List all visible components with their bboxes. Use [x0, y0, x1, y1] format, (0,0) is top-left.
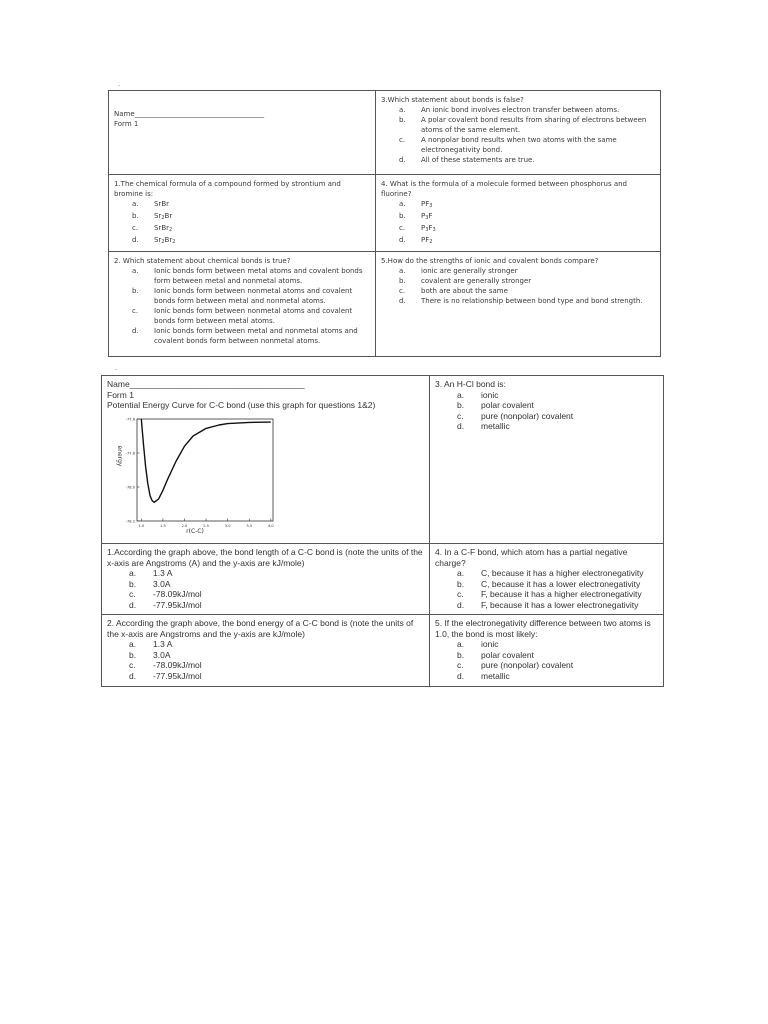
option[interactable]: d. Ionic bonds form between metal and nonmetal atoms and covalent bonds form between nonmetal atoms. [132, 327, 358, 345]
stray-mark: . [115, 365, 117, 372]
quiz-table-form-a [108, 90, 661, 357]
option[interactable]: a. ionic are generally stronger [399, 267, 518, 275]
question-prompt: 4. In a C-F bond, which atom has a partial negative charge? [435, 547, 628, 568]
question-2 [109, 252, 376, 357]
option[interactable]: a. ionic [457, 389, 499, 400]
question-prompt: 3.Which statement about bonds is false? [381, 96, 524, 104]
option[interactable]: b. 3.0A [129, 649, 171, 660]
option[interactable]: d. All of these statements are true. [399, 156, 535, 164]
option[interactable]: b. A polar covalent bond results from sharing of electrons between atoms of the same element. [399, 116, 647, 134]
option-list [435, 568, 658, 610]
x-tick-label: 1.0 [138, 523, 145, 528]
question-prompt: 4. What is the formula of a molecule formed between phosphorus and fluorine? [381, 180, 627, 198]
form-label: Form 1 [107, 389, 134, 400]
option[interactable]: c. pure (nonpolar) covalent [457, 660, 574, 670]
option[interactable]: a. C, because it has a higher electronegativity [457, 568, 644, 578]
option[interactable]: a. 1.3 A [129, 639, 173, 649]
form-label: Form 1 [114, 120, 139, 128]
question-prompt: 1.The chemical formula of a compound formed by strontium and bromine is: [114, 180, 341, 198]
quiz-table-form-b [101, 375, 664, 687]
question-3 [430, 376, 664, 544]
y-tick-label: -78.2 [125, 518, 135, 523]
y-tick-label: -77.8 [125, 450, 135, 455]
option-list [381, 199, 655, 247]
option-list [435, 390, 658, 432]
option[interactable]: a. Ionic bonds form between metal atoms and covalent bonds form between metal and nonmetal atoms. [132, 267, 363, 285]
plot-frame [137, 419, 273, 521]
question-prompt: 2. According the graph above, the bond energy of a C-C bond is (note the units of the x-axis are Angstroms and the y-axis are kJ/mole) [107, 618, 414, 639]
option[interactable]: d. $PF_2$ [399, 236, 433, 245]
graph-caption: Potential Energy Curve for C-C bond (use this graph for questions 1&2) [107, 400, 376, 410]
option[interactable]: b. Ionic bonds form between nonmetal atoms and covalent bonds form between metal and nonmetal atoms. [132, 287, 353, 305]
option[interactable]: a. $PF_3$ [399, 200, 433, 209]
x-axis-label: r(C-C) [186, 527, 204, 535]
question-1 [102, 544, 430, 615]
y-tick-label: -78.0 [125, 484, 135, 489]
option[interactable]: b. 3.0A [129, 578, 171, 589]
header-graph-cell [102, 376, 430, 544]
y-tick-label: -77.6 [125, 416, 135, 421]
option[interactable]: a. SrBr [132, 200, 170, 208]
option[interactable]: c. Ionic bonds form between nonmetal atoms and covalent bonds form between metal atoms. [132, 307, 353, 325]
option[interactable]: b. polar covalent [457, 649, 534, 660]
x-tick-label: 3.5 [246, 523, 253, 528]
x-tick-label: 2.5 [203, 523, 209, 528]
option[interactable]: a. An ionic bond involves electron transfer between atoms. [399, 106, 620, 114]
option[interactable]: c. both are about the same [399, 287, 508, 295]
option[interactable]: d. F, because it has a lower electronegativity [457, 599, 639, 610]
x-tick-label: 2.0 [181, 523, 188, 528]
energy-curve [141, 419, 270, 502]
question-5 [376, 252, 661, 357]
option[interactable]: c. SrBr$_2$ [132, 224, 173, 233]
option[interactable]: d. $Sr_2Br_2$ [132, 236, 176, 245]
y-axis-label: energy [116, 445, 123, 466]
option[interactable]: d. -77.95kJ/mol [129, 599, 202, 610]
option[interactable]: b. $P_3F$ [399, 212, 433, 221]
option[interactable]: d. -77.95kJ/mol [129, 670, 202, 681]
option[interactable]: c. A nonpolar bond results when two atoms with the same electronegativity bond. [399, 136, 617, 154]
question-prompt: 1.According the graph above, the bond length of a C-C bond is (note the units of the x-axis are Angstroms (A) and the y-axis are kJ/mole) [107, 547, 423, 568]
option[interactable]: c. F, because it has a higher electronegativity [457, 589, 642, 599]
option[interactable]: a. ionic [457, 639, 499, 649]
question-4 [430, 544, 664, 615]
question-2 [102, 615, 430, 687]
option-list [114, 199, 370, 247]
name-line: Name_____________________________________ [107, 379, 305, 389]
question-prompt: 3. An H-Cl bond is: [435, 379, 506, 389]
question-3 [376, 91, 661, 175]
option[interactable]: b. polar covalent [457, 400, 534, 410]
question-5 [430, 615, 664, 687]
option[interactable]: b. $Sr_2Br$ [132, 212, 173, 221]
option-list [435, 639, 658, 681]
header-cell [109, 91, 376, 175]
option[interactable]: c. -78.09kJ/mol [129, 660, 202, 670]
x-tick-label: 1.5 [160, 523, 166, 528]
option[interactable]: d. metallic [457, 421, 510, 431]
option[interactable]: b. covalent are generally stronger [399, 277, 532, 285]
question-prompt: 5.How do the strengths of ionic and covalent bonds compare? [381, 257, 599, 265]
option[interactable]: c. -78.09kJ/mol [129, 589, 202, 599]
option[interactable]: c. $P_3F_3$ [399, 224, 436, 233]
x-tick-label: 4.0 [267, 523, 274, 528]
potential-energy-chart [107, 413, 277, 537]
option[interactable]: b. C, because it has a lower electronegativity [457, 578, 641, 589]
option-list [381, 266, 655, 306]
stray-mark: . [118, 81, 120, 88]
question-prompt: 2. Which statement about chemical bonds is true? [114, 257, 291, 265]
option-list [114, 266, 370, 346]
option[interactable]: d. There is no relationship between bond type and bond strength. [399, 297, 643, 305]
question-1 [109, 175, 376, 252]
option-list [107, 639, 424, 681]
option-list [107, 568, 424, 610]
option[interactable]: d. metallic [457, 670, 510, 681]
option-list [381, 105, 655, 165]
name-line: Name_____________________________________ [114, 110, 265, 118]
option[interactable]: a. 1.3 A [129, 568, 173, 578]
question-4 [376, 175, 661, 252]
question-prompt: 5. If the electronegativity difference between two atoms is 1.0, the bond is most likely: [435, 618, 651, 639]
x-tick-label: 3.0 [224, 523, 231, 528]
option[interactable]: c. pure (nonpolar) covalent [457, 410, 574, 421]
